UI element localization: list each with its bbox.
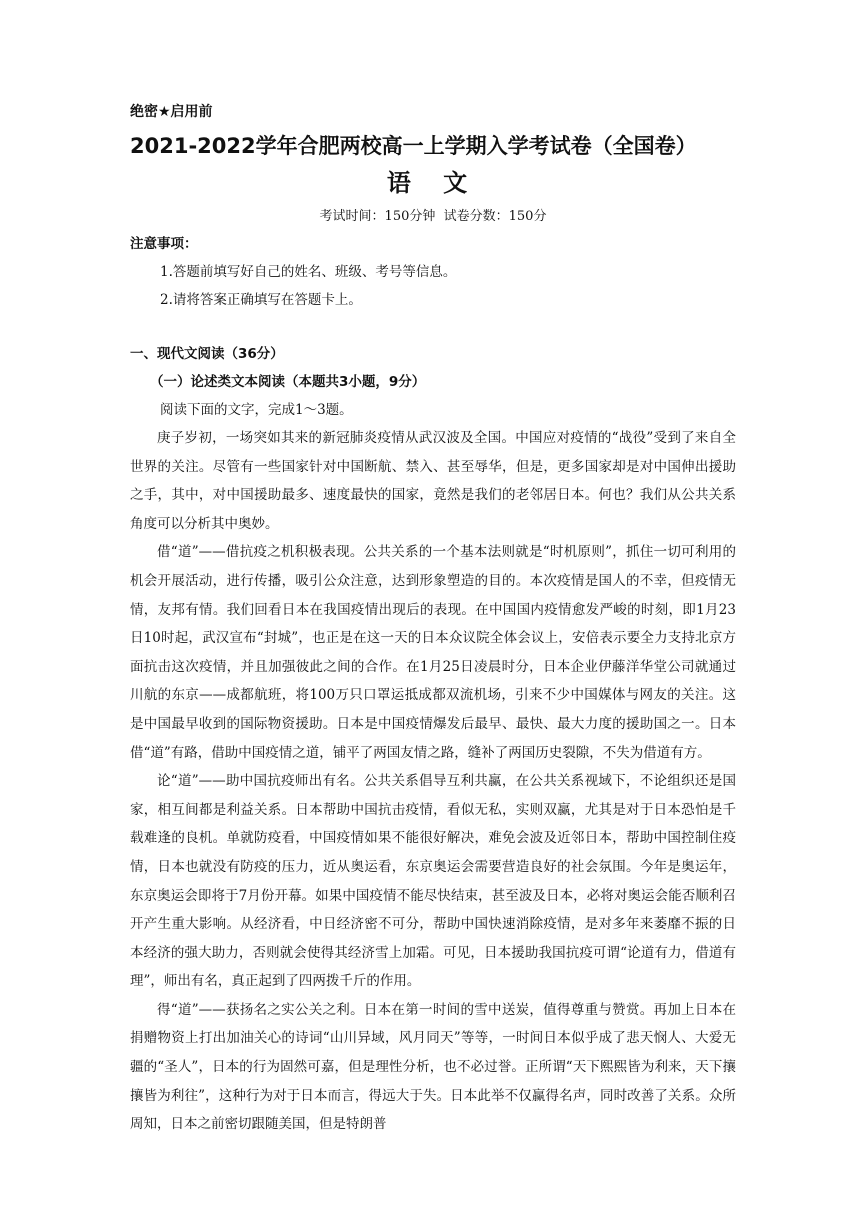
section-heading: 一、现代文阅读（36分） [130, 346, 284, 362]
subject-title: 语 文 [386, 169, 480, 197]
paragraph-3: 论“道”——助中国抗疫师出有名。公共关系倡导互利共赢，在公共关系视域下，不论组织还是国家，相互间都是利益关系。日本帮助中国抗击疫情，看似无私，实则双赢，尤其是对于日本恐怕是千载难逢的良机。单就防疫看，中国疫情如果不能很好解决，难免会波及近邻日本，帮助中国控制住疫情，日本也就没有防疫的压力，近从奥运看，东京奥运会需要营造良好的社会氛围。今年是奥运年，东京奥运会即将于7月份开幕。如果中国疫情不能尽快结束，甚至波及日本，必将对奥运会能否顺利召开产生重大影响。从经济看，中日经济密不可分，帮助中国快速消除疫情，是对多年来萎靡不振的日本经济的强大助力，否则就会使得其经济雪上加霜。可见，日本援助我国抗疫可谓“论道有力，借道有理”，师出有名，真正起到了四两拨千斤的作用。 [130, 773, 736, 990]
exam-info: 考试时间：150分钟 试卷分数：150分 [319, 209, 547, 224]
notice-item-2: 2.请将答案正确填写在答题卡上。 [160, 292, 362, 308]
notice-item-1: 1.答题前填写好自己的姓名、班级、考号等信息。 [160, 264, 457, 280]
paragraph-1: 庚子岁初，一场突如其来的新冠肺炎疫情从武汉波及全国。中国应对疫情的“战役”受到了来自全世界的关注。尽管有一些国家针对中国断航、禁入、甚至辱华，但是，更多国家却是对中国伸出援助之手，其中，对中国援助最多、速度最快的国家，竟然是我们的老邻居日本。何也？我们从公共关系角度可以分析其中奥妙。 [130, 430, 736, 532]
exam-title: 2021-2022学年合肥两校高一上学期入学考试卷（全国卷） [130, 134, 697, 158]
paragraph-2: 借“道”——借抗疫之机积极表现。公共关系的一个基本法则就是“时机原则”，抓住一切可利用的机会开展活动，进行传播，吸引公众注意，达到形象塑造的目的。本次疫情是国人的不幸，但疫情无情，友邦有情。我们回看日本在我国疫情出现后的表现。在中国国内疫情愈发严峻的时刻，即1月23日10时起，武汉宣布“封城”，也正是在这一天的日本众议院全体会议上，安倍表示要全力支持北京方面抗击这次疫情，并且加强彼此之间的合作。在1月25日凌晨时分，日本企业伊藤洋华堂公司就通过川航的东京——成都航班，将100万只口罩运抵成都双流机场，引来不少中国媒体与网友的关注。这是中国最早收到的国际物资援助。日本是中国疫情爆发后最早、最快、最大力度的援助国之一。日本借“道”有路，借助中国疫情之道，铺平了两国友情之路，缝补了两国历史裂隙，不失为借道有方。 [130, 544, 736, 761]
subsection-heading: （一）论述类文本阅读（本题共3小题，9分） [150, 374, 426, 390]
confidential-mark: 绝密★启用前 [130, 104, 213, 120]
notice-heading: 注意事项： [130, 236, 198, 252]
reading-instruction: 阅读下面的文字，完成1～3题。 [160, 402, 353, 418]
paragraph-4: 得“道”——获扬名之实公关之利。日本在第一时间的雪中送炭，值得尊重与赞赏。再加上日本在捐赠物资上打出加油关心的诗词“山川异域，风月同天”等等，一时间日本似乎成了悲天悯人、大爱无疆的“圣人”，日本的行为固然可嘉，但是理性分析，也不必过誉。正所谓“天下熙熙皆为利来，天下攘攘皆为利往”，这种行为对于日本而言，得远大于失。日本此举不仅赢得名声，同时改善了关系。众所周知，日本之前密切跟随美国，但是特朗普 [130, 1001, 736, 1133]
